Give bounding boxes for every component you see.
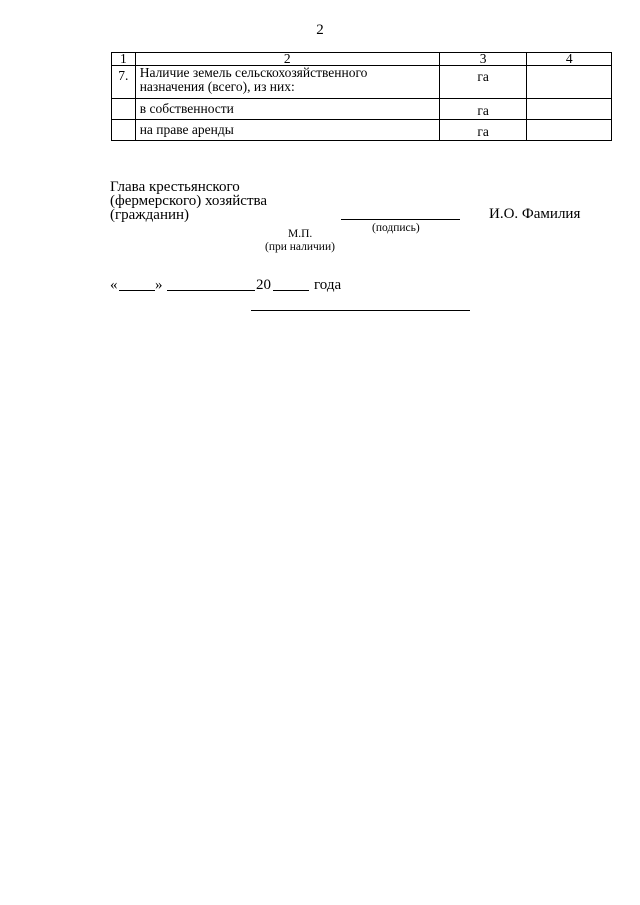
row-text-line: Наличие земель сельскохозяйственного [139,65,368,80]
row-unit: га [439,66,527,99]
row-text: на праве аренды [135,120,439,141]
date-close-quote: » [155,277,163,293]
row-value[interactable] [527,66,612,99]
table-row [112,66,612,99]
signer-name: И.О. Фамилия [489,206,581,222]
signer-role-line: Глава крестьянского [110,179,240,195]
date-month-line[interactable] [167,290,255,291]
bottom-line [251,310,470,311]
header-cell: 3 [439,53,527,66]
date-century: 20 [256,277,271,293]
row-value[interactable] [527,99,612,120]
header-cell: 2 [135,53,439,66]
date-suffix: года [314,277,342,293]
signature-caption: (подпись) [372,222,420,234]
date-year-line[interactable] [273,290,309,291]
row-number [112,99,136,120]
row-unit: га [439,120,527,141]
row-number [112,120,136,141]
row-text-line: назначения (всего), из них: [139,79,295,94]
row-text: в собственности [135,99,439,120]
header-cell: 1 [112,53,136,66]
header-cell: 4 [527,53,612,66]
date-open-quote: « [110,277,118,293]
table-row [112,99,612,120]
signer-role-line: (фермерского) хозяйства [110,193,268,209]
row-unit: га [439,99,527,120]
row-number: 7. [112,66,136,99]
row-text [135,66,439,99]
table-row [112,120,612,141]
date-day-line[interactable] [119,290,155,291]
stamp-note: (при наличии) [265,241,335,253]
table-header-row [112,53,612,66]
land-table [111,52,612,141]
signer-role-line: (гражданин) [110,207,190,223]
signature-line[interactable] [341,219,460,220]
page-number: 2 [316,22,324,38]
stamp-label: М.П. [288,228,313,240]
row-value[interactable] [527,120,612,141]
signer-role [110,180,267,222]
